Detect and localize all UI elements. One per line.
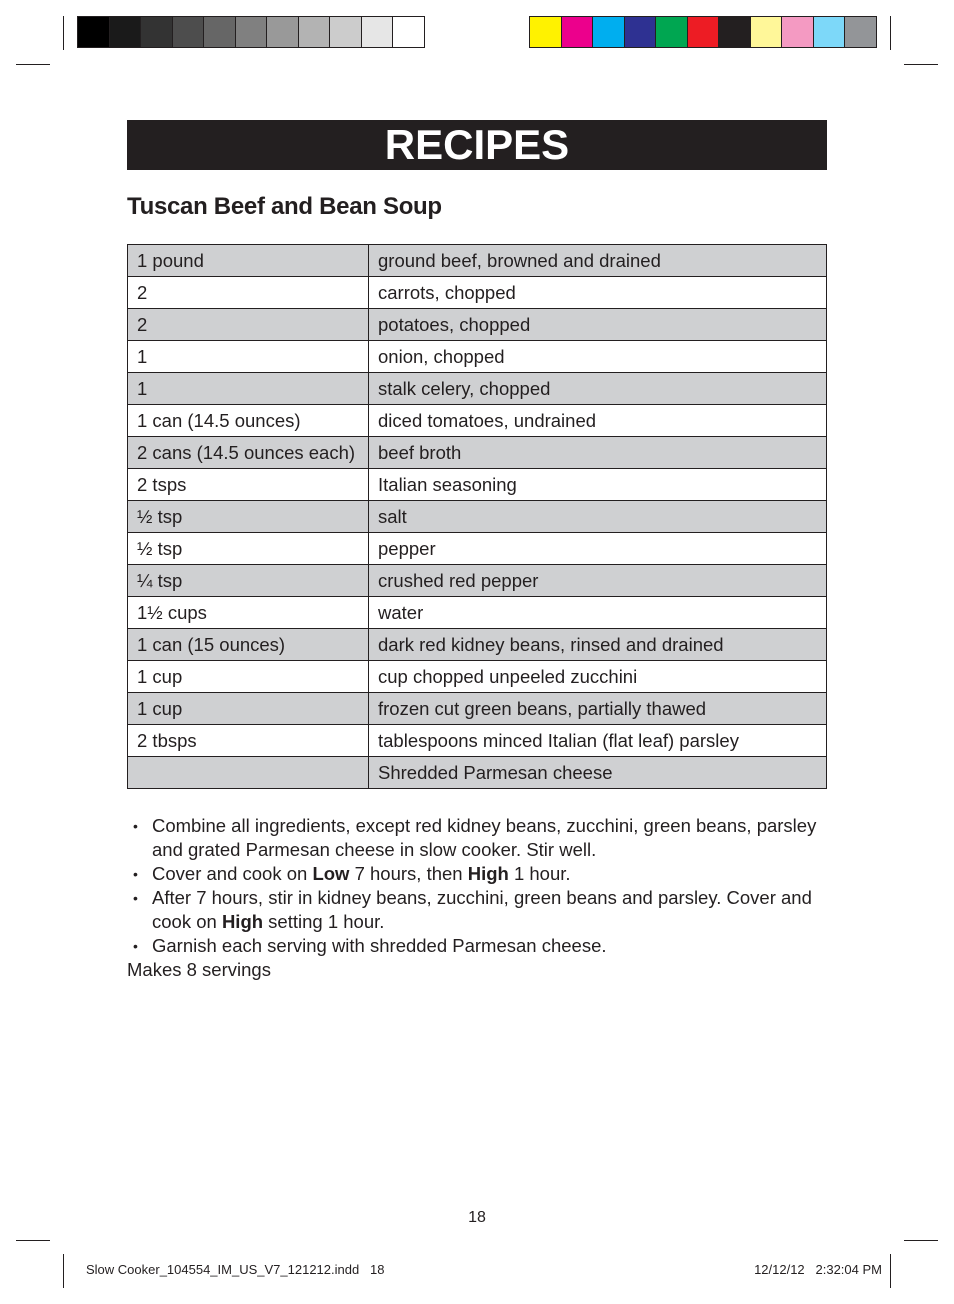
ingredient-quantity: 1 cup	[128, 693, 369, 725]
ingredient-row	[128, 629, 827, 661]
color-swatch	[593, 17, 625, 47]
ingredient-quantity: 1 pound	[128, 245, 369, 277]
ingredient-row	[128, 437, 827, 469]
color-swatch	[814, 17, 846, 47]
instruction-step: • Combine all ingredients, except red kidney beans, zucchini, green beans, parsley and grated Parmesan cheese in slow cooker. Stir well.	[127, 814, 837, 862]
color-swatch	[173, 17, 205, 47]
ingredient-item: ground beef, browned and drained	[369, 245, 827, 277]
color-swatch	[688, 17, 720, 47]
color-swatch	[299, 17, 331, 47]
ingredient-row	[128, 533, 827, 565]
ingredient-quantity: 2 tsps	[128, 469, 369, 501]
ingredient-row	[128, 501, 827, 533]
color-swatch	[236, 17, 268, 47]
color-swatch	[267, 17, 299, 47]
ingredient-row	[128, 565, 827, 597]
ingredient-row	[128, 597, 827, 629]
ingredient-quantity: ½ tsp	[128, 501, 369, 533]
crop-mark-bottom-right-v	[890, 1254, 891, 1288]
ingredient-item: cup chopped unpeeled zucchini	[369, 661, 827, 693]
color-swatch	[362, 17, 394, 47]
color-swatch	[782, 17, 814, 47]
ingredient-quantity: ¼ tsp	[128, 565, 369, 597]
ingredient-item: beef broth	[369, 437, 827, 469]
color-swatch	[656, 17, 688, 47]
ingredient-item: water	[369, 597, 827, 629]
instruction-step: • Garnish each serving with shredded Parmesan cheese.	[127, 934, 837, 958]
crop-mark-top-right-h	[904, 64, 938, 65]
color-swatch	[393, 17, 424, 47]
color-calibration-bar	[529, 16, 877, 48]
ingredient-item: onion, chopped	[369, 341, 827, 373]
servings-note: Makes 8 servings	[127, 959, 271, 980]
crop-mark-bottom-left-h	[16, 1240, 50, 1241]
print-slug-file: Slow Cooker_104554_IM_US_V7_121212.indd 18	[86, 1262, 385, 1277]
ingredient-quantity: 1 can (15 ounces)	[128, 629, 369, 661]
ingredient-item: Italian seasoning	[369, 469, 827, 501]
instructions	[127, 814, 837, 982]
ingredient-row	[128, 757, 827, 789]
color-swatch	[845, 17, 876, 47]
ingredient-row	[128, 277, 827, 309]
ingredient-quantity: 1	[128, 341, 369, 373]
ingredient-quantity: 2 tbsps	[128, 725, 369, 757]
ingredient-quantity: 1½ cups	[128, 597, 369, 629]
ingredient-row	[128, 693, 827, 725]
ingredient-row	[128, 469, 827, 501]
color-swatch	[330, 17, 362, 47]
color-swatch	[719, 17, 751, 47]
color-swatch	[204, 17, 236, 47]
ingredient-row	[128, 309, 827, 341]
ingredient-row	[128, 245, 827, 277]
ingredient-quantity: 1	[128, 373, 369, 405]
ingredient-quantity: 2	[128, 309, 369, 341]
ingredient-quantity: 2 cans (14.5 ounces each)	[128, 437, 369, 469]
ingredient-row	[128, 725, 827, 757]
instruction-list	[127, 814, 837, 958]
ingredient-item: potatoes, chopped	[369, 309, 827, 341]
crop-mark-top-right-v	[890, 16, 891, 50]
ingredient-item: carrots, chopped	[369, 277, 827, 309]
ingredient-row	[128, 373, 827, 405]
ingredients-table	[127, 244, 827, 789]
ingredient-item: frozen cut green beans, partially thawed	[369, 693, 827, 725]
ingredient-row	[128, 341, 827, 373]
ingredient-item: diced tomatoes, undrained	[369, 405, 827, 437]
color-swatch	[110, 17, 142, 47]
color-swatch	[562, 17, 594, 47]
ingredient-item: dark red kidney beans, rinsed and drained	[369, 629, 827, 661]
crop-mark-top-left-v	[63, 16, 64, 50]
section-header: RECIPES	[127, 120, 827, 170]
ingredient-item: stalk celery, chopped	[369, 373, 827, 405]
crop-mark-top-left-h	[16, 64, 50, 65]
ingredient-quantity: ½ tsp	[128, 533, 369, 565]
ingredient-item: Shredded Parmesan cheese	[369, 757, 827, 789]
ingredient-quantity	[128, 757, 369, 789]
print-slug-date: 12/12/12 2:32:04 PM	[754, 1262, 882, 1277]
grayscale-calibration-bar	[77, 16, 425, 48]
color-swatch	[751, 17, 783, 47]
ingredient-quantity: 2	[128, 277, 369, 309]
crop-mark-bottom-right-h	[904, 1240, 938, 1241]
ingredient-quantity: 1 can (14.5 ounces)	[128, 405, 369, 437]
recipe-title: Tuscan Beef and Bean Soup	[127, 193, 442, 220]
ingredient-item: tablespoons minced Italian (flat leaf) parsley	[369, 725, 827, 757]
ingredient-quantity: 1 cup	[128, 661, 369, 693]
instruction-step: • Cover and cook on Low 7 hours, then High 1 hour.	[127, 862, 837, 886]
color-swatch	[78, 17, 110, 47]
page-number: 18	[468, 1209, 486, 1226]
ingredient-row	[128, 661, 827, 693]
crop-mark-bottom-left-v	[63, 1254, 64, 1288]
instruction-step: • After 7 hours, stir in kidney beans, zucchini, green beans and parsley. Cover and cook on High setting 1 hour.	[127, 886, 837, 934]
color-swatch	[625, 17, 657, 47]
color-swatch	[530, 17, 562, 47]
ingredient-item: crushed red pepper	[369, 565, 827, 597]
ingredient-row	[128, 405, 827, 437]
ingredient-item: pepper	[369, 533, 827, 565]
color-swatch	[141, 17, 173, 47]
ingredient-item: salt	[369, 501, 827, 533]
